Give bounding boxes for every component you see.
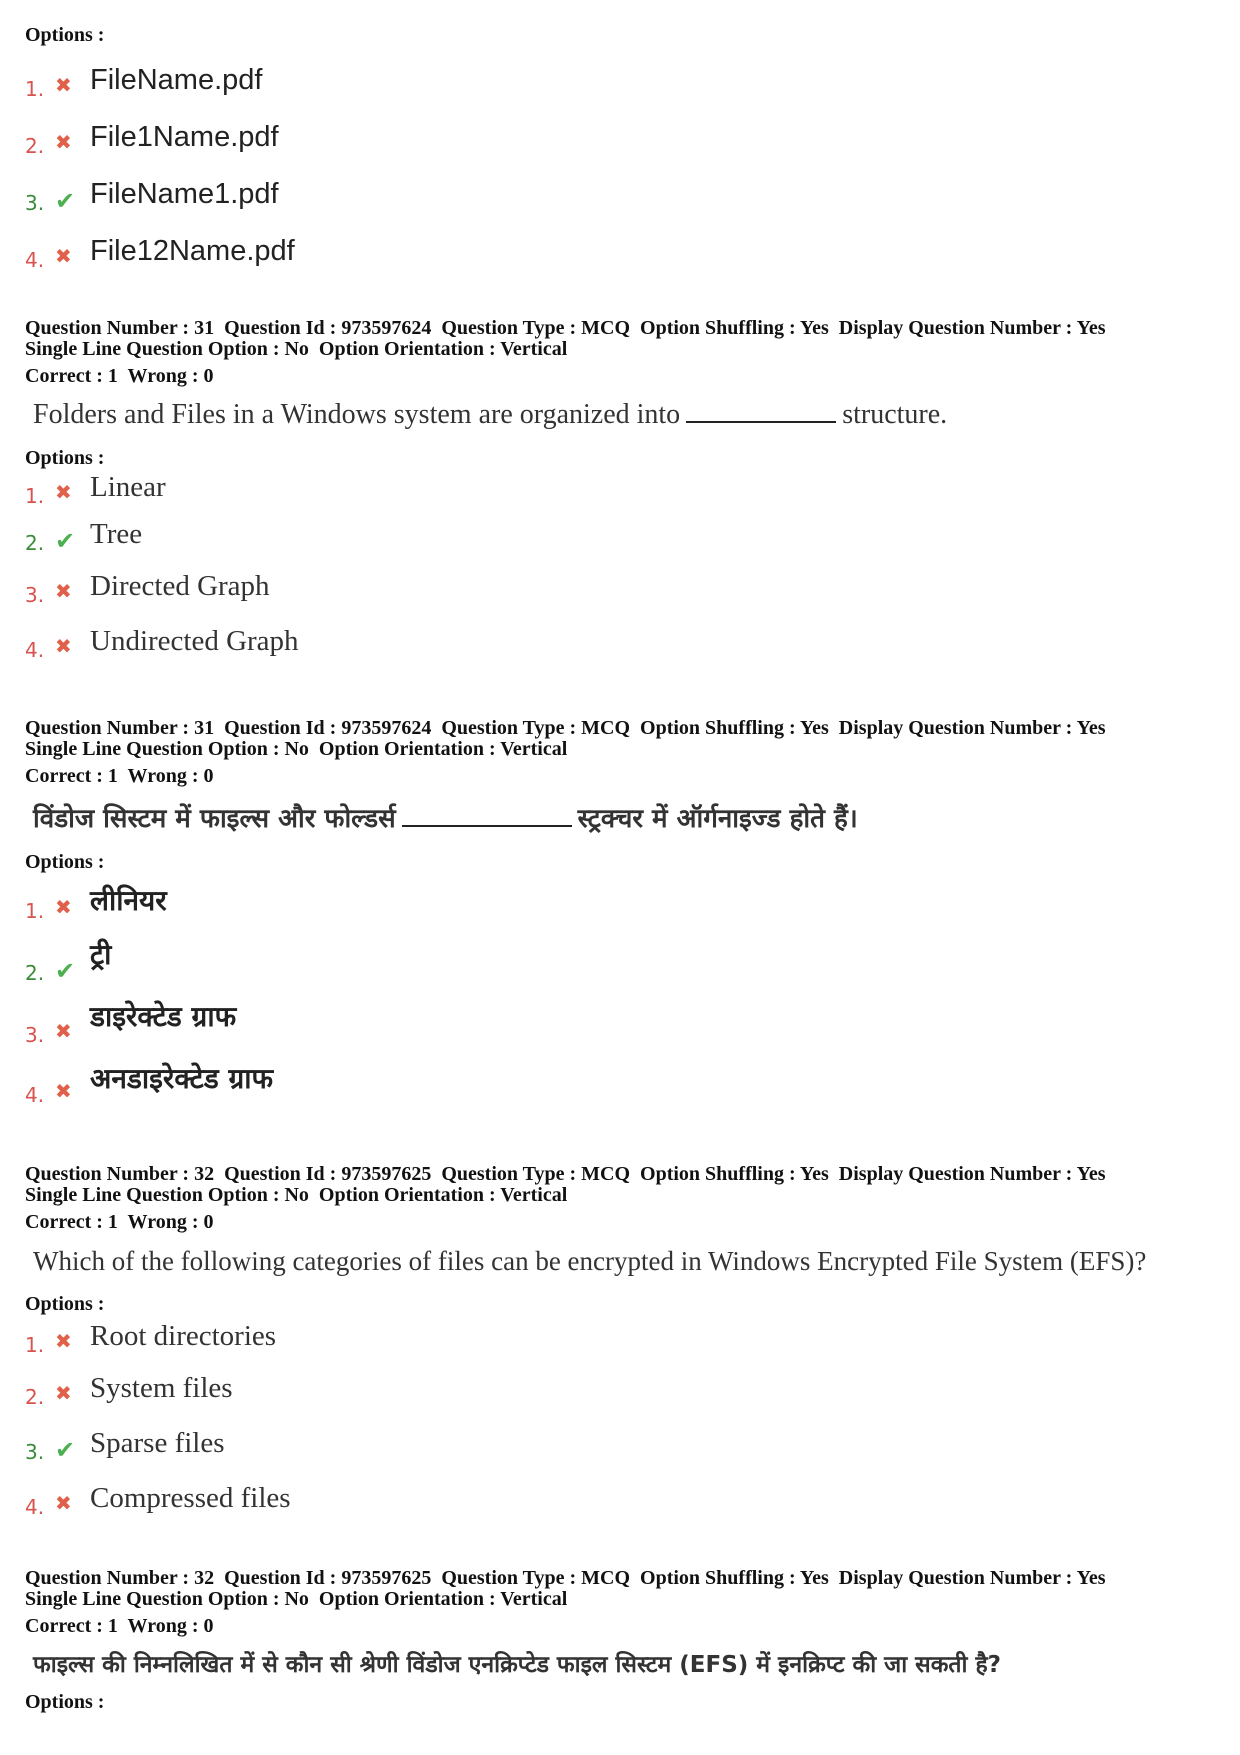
option-text: File1Name.pdf bbox=[90, 121, 279, 153]
score-line: Correct : 1 Wrong : 0 bbox=[25, 765, 214, 787]
option-text: Undirected Graph bbox=[90, 625, 299, 657]
question-meta-2: Single Line Question Option : No Option Orientation : Vertical bbox=[25, 738, 568, 760]
score-line: Correct : 1 Wrong : 0 bbox=[25, 1211, 214, 1233]
question-meta: Question Number : 32 Question Id : 973597625 Question Type : MCQ Option Shuffling : Yes Display Question Number : Yes bbox=[25, 1163, 1106, 1185]
option-3 bbox=[25, 563, 1215, 615]
check-icon: ✔ bbox=[55, 1436, 76, 1464]
option-2 bbox=[25, 1365, 1215, 1417]
check-icon: ✔ bbox=[55, 957, 76, 985]
cross-icon: ✖ bbox=[55, 73, 72, 97]
stem-part-1: विंडोज सिस्टम में फाइल्स और फोल्डर्स bbox=[33, 804, 396, 834]
question-meta-2: Single Line Question Option : No Option Orientation : Vertical bbox=[25, 1184, 568, 1206]
cross-icon: ✖ bbox=[55, 1079, 72, 1103]
option-number: 4. bbox=[25, 1083, 45, 1107]
option-text: File12Name.pdf bbox=[90, 235, 295, 267]
options-list bbox=[25, 469, 1215, 670]
option-4 bbox=[25, 1472, 1215, 1527]
option-number: 3. bbox=[25, 191, 45, 215]
question-meta: Question Number : 32 Question Id : 973597625 Question Type : MCQ Option Shuffling : Yes Display Question Number : Yes bbox=[25, 1567, 1106, 1589]
score-line: Correct : 1 Wrong : 0 bbox=[25, 1615, 214, 1637]
check-icon: ✔ bbox=[55, 187, 76, 215]
options-label: Options : bbox=[25, 447, 105, 469]
options-list bbox=[25, 1315, 1215, 1527]
option-number: 4. bbox=[25, 248, 45, 272]
option-4 bbox=[25, 1055, 1215, 1115]
stem-part-1: Folders and Files in a Windows system are organized into bbox=[33, 399, 681, 430]
question-stem: फाइल्स की निम्नलिखित में से कौन सी श्रेणी विंडोज एनक्रिप्टेड फाइल सिस्टम (EFS) में इनक्रिप्ट की जा सकती है? bbox=[33, 1652, 1002, 1678]
option-3 bbox=[25, 993, 1215, 1055]
option-1 bbox=[25, 52, 1215, 109]
option-number: 2. bbox=[25, 531, 45, 555]
option-text: Tree bbox=[90, 518, 143, 550]
question-meta: Question Number : 31 Question Id : 973597624 Question Type : MCQ Option Shuffling : Yes Display Question Number : Yes bbox=[25, 717, 1106, 739]
question-stem bbox=[33, 799, 1215, 839]
option-number: 1. bbox=[25, 899, 45, 923]
option-text: Root directories bbox=[90, 1320, 277, 1352]
cross-icon: ✖ bbox=[55, 634, 72, 658]
option-3 bbox=[25, 1417, 1215, 1472]
options-label: Options : bbox=[25, 1293, 105, 1315]
options-list bbox=[25, 52, 1215, 280]
option-text: FileName.pdf bbox=[90, 64, 263, 96]
fill-blank bbox=[686, 397, 836, 423]
option-text: Compressed files bbox=[90, 1482, 291, 1514]
options-label: Options : bbox=[25, 24, 105, 46]
option-text: ट्री bbox=[90, 938, 112, 971]
option-text: Directed Graph bbox=[90, 570, 270, 602]
question-block-q31-hi bbox=[25, 718, 1215, 1115]
score-line: Correct : 1 Wrong : 0 bbox=[25, 365, 214, 387]
cross-icon: ✖ bbox=[55, 130, 72, 154]
option-number: 2. bbox=[25, 1385, 45, 1409]
question-block-q31-en bbox=[25, 318, 1215, 670]
option-number: 3. bbox=[25, 1023, 45, 1047]
question-stem bbox=[33, 395, 1215, 435]
option-number: 1. bbox=[25, 484, 45, 508]
option-3 bbox=[25, 166, 1215, 223]
question-meta-2: Single Line Question Option : No Option Orientation : Vertical bbox=[25, 1588, 568, 1610]
option-text: लीनियर bbox=[90, 884, 167, 917]
option-text: डाइरेक्टेड ग्राफ bbox=[90, 1000, 237, 1033]
question-meta-2: Single Line Question Option : No Option Orientation : Vertical bbox=[25, 338, 568, 360]
options-label: Options : bbox=[25, 1691, 105, 1713]
option-number: 1. bbox=[25, 77, 45, 101]
stem-part-2: structure. bbox=[842, 399, 948, 430]
fill-blank bbox=[402, 801, 572, 827]
check-icon: ✔ bbox=[55, 527, 76, 555]
cross-icon: ✖ bbox=[55, 1381, 72, 1405]
option-number: 2. bbox=[25, 134, 45, 158]
option-number: 4. bbox=[25, 1495, 45, 1519]
cross-icon: ✖ bbox=[55, 480, 72, 504]
question-meta: Question Number : 31 Question Id : 973597624 Question Type : MCQ Option Shuffling : Yes Display Question Number : Yes bbox=[25, 317, 1106, 339]
question-block-q32-en bbox=[25, 1164, 1215, 1527]
option-text: System files bbox=[90, 1372, 233, 1404]
cross-icon: ✖ bbox=[55, 244, 72, 268]
options-label: Options : bbox=[25, 851, 105, 873]
option-number: 4. bbox=[25, 638, 45, 662]
option-text: Linear bbox=[90, 471, 166, 503]
option-2 bbox=[25, 931, 1215, 993]
option-4 bbox=[25, 223, 1215, 280]
option-text: FileName1.pdf bbox=[90, 178, 279, 210]
option-2 bbox=[25, 109, 1215, 166]
option-1 bbox=[25, 1315, 1215, 1365]
question-block-q32-hi bbox=[25, 1568, 1215, 1713]
option-1 bbox=[25, 873, 1215, 931]
option-number: 1. bbox=[25, 1333, 45, 1357]
option-text: अनडाइरेक्टेड ग्राफ bbox=[90, 1062, 274, 1095]
cross-icon: ✖ bbox=[55, 579, 72, 603]
stem-part-2: स्ट्रक्चर में ऑर्गनाइज्ड होते हैं। bbox=[577, 804, 858, 834]
question-block-prev bbox=[25, 24, 1215, 280]
option-number: 2. bbox=[25, 961, 45, 985]
cross-icon: ✖ bbox=[55, 1329, 72, 1353]
option-number: 3. bbox=[25, 583, 45, 607]
option-number: 3. bbox=[25, 1440, 45, 1464]
question-stem: Which of the following categories of files can be encrypted in Windows Encrypted File System (EFS)? bbox=[33, 1246, 1147, 1276]
cross-icon: ✖ bbox=[55, 1019, 72, 1043]
option-2 bbox=[25, 516, 1215, 563]
options-list bbox=[25, 873, 1215, 1115]
cross-icon: ✖ bbox=[55, 895, 72, 919]
cross-icon: ✖ bbox=[55, 1491, 72, 1515]
option-4 bbox=[25, 615, 1215, 670]
option-text: Sparse files bbox=[90, 1427, 225, 1459]
option-1 bbox=[25, 469, 1215, 516]
